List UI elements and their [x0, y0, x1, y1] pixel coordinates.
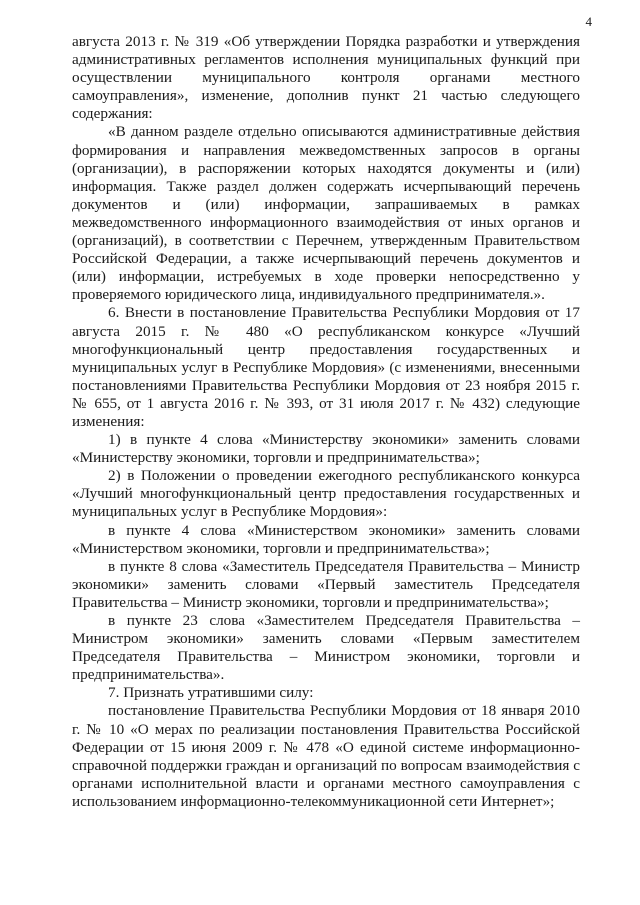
document-body: [72, 33, 580, 811]
page-number: 4: [585, 14, 592, 29]
paragraph-quoted-addition: «В данном разделе отдельно описываются административные действия формирования и направления межведомственных запросов в органы (организации), в распоряжении которых находятся документы и (или) информация. Также раздел должен содержать исчерпывающий перечень документов и (или) информации, запрашиваемых в рамках межведомственного информационного взаимодействия от иных органов и (организаций), в соответствии с Перечнем, утвержденным Правительством Российской Федерации, а также исчерпывающий перечень документов и (или) информации, истребуемых в ходе проверки непосредственно у проверяемого юридического лица, индивидуального предпринимателя.».: [72, 123, 580, 304]
paragraph-repealed-resolution: постановление Правительства Республики Мордовия от 18 января 2010 г. № 10 «О мерах по реализации постановления Правительства Российской Федерации от 15 июня 2009 г. № 478 «О единой системе информационно-справочной поддержки граждан и организаций по вопросам взаимодействия с органами исполнительной власти и органами местного самоуправления с использованием информационно-телекоммуникационной сети Интернет»;: [72, 702, 580, 810]
paragraph-item-7: 7. Признать утратившими силу:: [108, 684, 314, 702]
paragraph-clause-4: в пункте 4 слова «Министерством экономики» заменить словами «Министерством экономики, торговли и предпринимательства»;: [72, 521, 580, 557]
paragraph-continuation: августа 2013 г. № 319 «Об утверждении Порядка разработки и утверждения административных регламентов исполнения муниципальных функций при осуществлении муниципального контроля органами местного самоуправления», изменение, дополнив пункт 21 частью следующего содержания:: [72, 33, 580, 123]
paragraph-item-6-1: 1) в пункте 4 слова «Министерству экономики» заменить словами «Министерству экономики, торговли и предпринимательства»;: [72, 431, 580, 467]
paragraph-item-6-2: 2) в Положении о проведении ежегодного республиканского конкурса «Лучший многофункциональный центр предоставления государственных и муниципальных услуг в Республике Мордовия»:: [72, 467, 580, 521]
paragraph-clause-23: в пункте 23 слова «Заместителем Председателя Правительства – Министром экономики» заменить словами «Первым заместителем Председателя Правительства – Министром экономики, торговли и предпринимательства».: [72, 612, 580, 684]
paragraph-clause-8: в пункте 8 слова «Заместитель Председателя Правительства – Министр экономики» заменить словами «Первый заместитель Председателя Правительства – Министр экономики, торговли и предпринимательства»;: [72, 557, 580, 611]
paragraph-item-6: 6. Внести в постановление Правительства Республики Мордовия от 17 августа 2015 г. № 480 «О республиканском конкурсе «Лучший многофункциональный центр предоставления государственных и муниципальных услуг в Республике Мордовия» (с изменениями, внесенными постановлениями Правительства Республики Мордовия от 23 ноября 2015 г. № 655, от 1 августа 2016 г. № 393, от 31 июля 2017 г. № 432) следующие изменения:: [72, 304, 580, 430]
